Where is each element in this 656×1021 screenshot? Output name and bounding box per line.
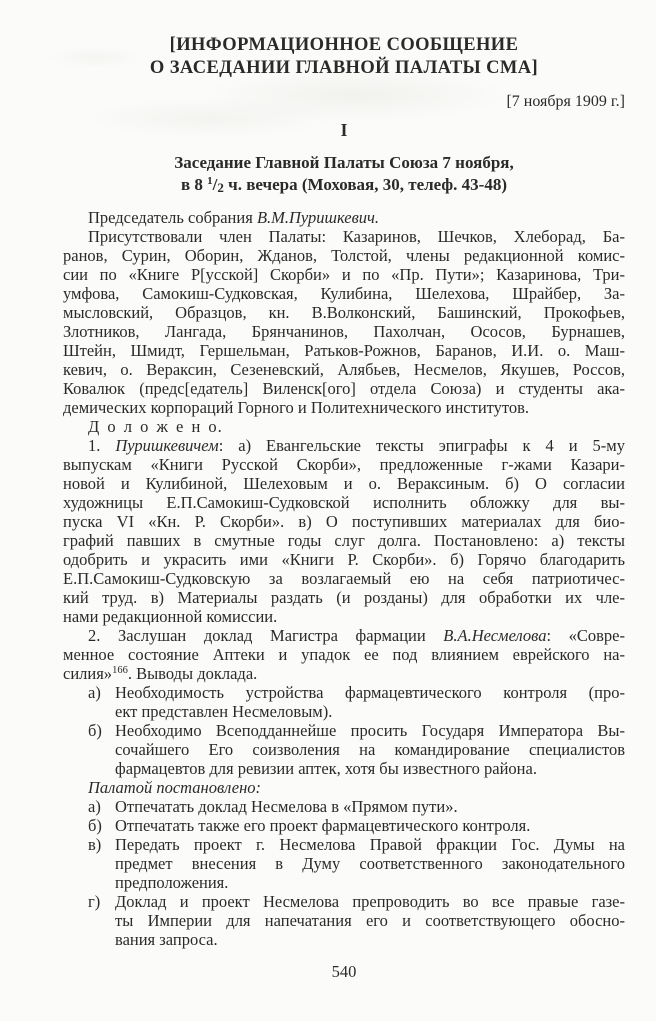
text-line: ты Империи для напечатания его и соответствующего обосно- bbox=[115, 911, 625, 930]
document-title-line2: О ЗАСЕДАНИИ ГЛАВНОЙ ПАЛАТЫ СМА] bbox=[149, 58, 539, 78]
fraction-numerator: 1 bbox=[207, 174, 213, 187]
text-line: одобрить и украсить ими «Книги Р. Скорби». б) Горячо благодарить bbox=[63, 550, 625, 569]
text-line: сии по «Книге Р[усской] Скорби» и по «Пр. Пути»; Казаринова, Три- bbox=[63, 265, 625, 284]
list-marker: в) bbox=[88, 835, 102, 854]
resolution-item-b bbox=[63, 816, 625, 835]
meeting-heading-time-post: ч. вечера (Моховая, 30, телеф. 43-48) bbox=[223, 174, 508, 194]
text-line: графий павших в смутные годы слуг долга. Постановлено: а) тексты bbox=[63, 531, 625, 550]
text-line: Присутствовали член Палаты: Казаринов, Шечков, Хлеборад, Ба- bbox=[88, 227, 625, 246]
resolution-item-g bbox=[63, 892, 625, 949]
text-line: фармацевтов для ревизии аптек, хотя бы известного района. bbox=[115, 759, 537, 778]
paragraph-attendees bbox=[63, 227, 625, 417]
text-line: ранов, Сурин, Оборин, Жданов, Толстой, члены редакционной комис- bbox=[63, 246, 625, 265]
text-line: Доклад и проект Несмелова препроводить во все правые газе- bbox=[115, 892, 625, 911]
text-line: предположения. bbox=[115, 873, 229, 892]
text-line: Необходимость устройства фармацевтического контроля (про- bbox=[115, 683, 625, 702]
text-line: Необходимо Всеподданнейше просить Государя Императора Вы- bbox=[115, 721, 625, 740]
fraction-slash: / bbox=[212, 174, 218, 194]
heading-palatoy-postanovleno bbox=[63, 778, 625, 797]
text-line: Председатель собрания В.М.Пуришкевич. bbox=[88, 208, 380, 227]
text-line: Отпечатать также его проект фармацевтического контроля. bbox=[115, 816, 531, 835]
text-line: художницы Е.П.Самокиш-Судковской исполнить обложку для вы- bbox=[63, 493, 625, 512]
text-line: новой и Кулибиной, Шелеховым и о. Вераксиным. б) О согласии bbox=[63, 474, 625, 493]
conclusion-item-b bbox=[63, 721, 625, 778]
text-line: предмет внесения в Думу соответственного законодательного bbox=[115, 854, 625, 873]
document-body bbox=[63, 208, 625, 949]
conclusion-item-a bbox=[63, 683, 625, 721]
text-line: Палатой постановлено: bbox=[88, 778, 262, 797]
text-line: вания запроса. bbox=[115, 930, 218, 949]
resolution-item-a bbox=[63, 797, 625, 816]
meeting-heading bbox=[63, 152, 625, 198]
text-line: Ковалюк (предс[едатель] Виленск[ого] отдела Союза) и студенты ака- bbox=[63, 379, 625, 398]
text-line: кевич, о. Вераксин, Сезеневский, Алябьев, Несмелов, Якушев, Россов, bbox=[63, 360, 625, 379]
text-line: Отпечатать доклад Несмелова в «Прямом пути». bbox=[115, 797, 458, 816]
text-line: мысловский, Образцов, кн. В.Волконский, Башинский, Прокофьев, bbox=[63, 303, 625, 322]
page-number: 540 bbox=[331, 962, 357, 981]
text-line: Передать проект г. Несмелова Правой фракции Гос. Думы на bbox=[115, 835, 625, 854]
paragraph-report-1 bbox=[63, 436, 625, 626]
list-marker: а) bbox=[88, 797, 101, 816]
text-line: сочайшего Его соизволения на командирование специалистов bbox=[115, 740, 625, 759]
list-marker: г) bbox=[88, 892, 101, 911]
text-line: умфова, Самокиш-Судковская, Кулибина, Шелехова, Шрайбер, За- bbox=[63, 284, 625, 303]
heading-dolozheno bbox=[63, 417, 625, 436]
list-marker: б) bbox=[88, 816, 102, 835]
text-line: пуска VI «Кн. Р. Скорби». в) О поступивших материалах для био- bbox=[63, 512, 625, 531]
meeting-heading-line1: Заседание Главной Палаты Союза 7 ноября, bbox=[174, 153, 514, 172]
meeting-heading-time-pre: в 8 bbox=[180, 174, 208, 194]
text-line: демических корпораций Горного и Политехнического институтов. bbox=[63, 398, 530, 417]
list-marker: а) bbox=[88, 683, 101, 702]
text-line: Штейн, Шмидт, Гершельман, Ратьков-Рожнов, Баранов, И.И. о. Маш- bbox=[63, 341, 625, 360]
text-line: Злотников, Лангада, Брянчанинов, Пахолчан, Ососов, Бурнашев, bbox=[63, 322, 625, 341]
paragraph-report-2 bbox=[63, 626, 625, 683]
paragraph-chairman bbox=[63, 208, 625, 227]
text-line: нами редакционной комиссии. bbox=[63, 607, 278, 626]
text-line: ект представлен Несмеловым). bbox=[115, 702, 333, 721]
text-line: силия»$^{166}$. Выводы доклада. bbox=[63, 664, 258, 683]
text-line: 2. Заслушан доклад Магистра фармации В.А.Несмелова: «Совре- bbox=[88, 626, 625, 645]
text-line: выпускам «Книги Русской Скорби», предложенные г-жами Казари- bbox=[63, 455, 625, 474]
fraction-denominator: 2 bbox=[217, 179, 224, 195]
text-line: кий труд. в) Материалы раздать (и розданы) для обработки их чле- bbox=[63, 588, 625, 607]
text-line: 1. Пуришкевичем: а) Евангельские тексты эпиграфы к 4 и 5-му bbox=[88, 436, 625, 455]
document-title bbox=[63, 34, 625, 80]
text-line: менное состояние Аптеки и упадок ее под влиянием еврейского на- bbox=[63, 645, 625, 664]
footnote-reference: 166 bbox=[112, 665, 128, 676]
document-date: [7 ноября 1909 г.] bbox=[506, 93, 625, 110]
list-marker: б) bbox=[88, 721, 102, 740]
text-line: Е.П.Самокиш-Судковскую за возлагаемый ею на себя патриотичес- bbox=[63, 569, 625, 588]
resolution-item-v bbox=[63, 835, 625, 892]
meeting-heading-line2 bbox=[63, 174, 625, 199]
text-line: Д о л о ж е н о. bbox=[88, 417, 223, 436]
section-numeral: I bbox=[340, 120, 348, 140]
document-title-line1: [ИНФОРМАЦИОННОЕ СООБЩЕНИЕ bbox=[169, 35, 519, 55]
